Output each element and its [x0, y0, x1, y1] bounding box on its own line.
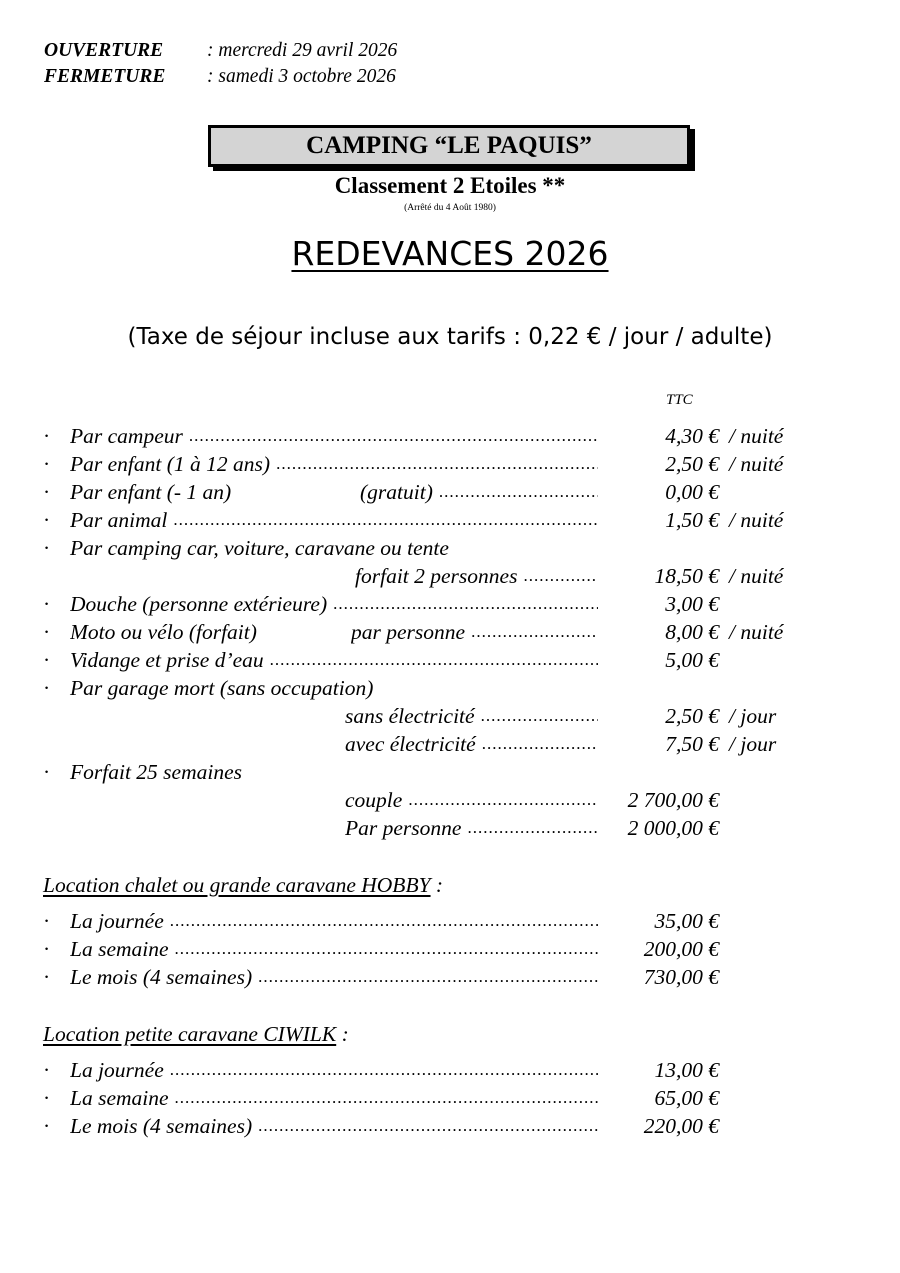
tariff-unit: / jour: [729, 732, 777, 756]
leader-dots: [189, 422, 598, 450]
tariff-unit: / nuité: [729, 564, 784, 588]
rental-amount: 200,00 €: [643, 937, 719, 961]
bullet: ·: [43, 1086, 51, 1110]
tariff-description: [70, 646, 598, 674]
leader-dots: [173, 506, 598, 534]
tariff-description: [345, 814, 598, 842]
rental-amount: 220,00 €: [643, 1114, 719, 1138]
ciwilk-row: [0, 1112, 900, 1140]
closing-date: : samedi 3 octobre 2026: [207, 66, 396, 87]
tariff-label: avec électricité: [345, 732, 476, 756]
leader-dots: [270, 646, 598, 674]
tariff-amount: 1,50 €: [665, 508, 719, 532]
bullet: ·: [43, 536, 51, 560]
leader-dots: [175, 935, 598, 963]
bullet: ·: [43, 965, 51, 989]
bullet: ·: [43, 648, 51, 672]
tariff-unit: / nuité: [729, 508, 784, 532]
tariff-amount: 3,00 €: [665, 592, 719, 616]
tariff-label: Forfait 25 semaines: [70, 760, 242, 784]
bullet: ·: [43, 1058, 51, 1082]
rental-description: [70, 963, 598, 991]
opening-row: [44, 38, 397, 64]
bullet: ·: [43, 620, 51, 644]
tariff-description: [355, 562, 598, 590]
leader-dots: [467, 814, 598, 842]
ciwilk-row: [0, 1056, 900, 1084]
leader-dots: [276, 450, 598, 478]
tourist-tax-note: (Taxe de séjour incluse aux tarifs : 0,22 € / jour / adulte): [127, 324, 773, 350]
tariff-label: Douche (personne extérieure): [70, 592, 328, 616]
leader-dots: [523, 562, 598, 590]
tariff-label: Par enfant (1 à 12 ans): [70, 452, 271, 476]
tariff-label: forfait 2 personnes: [355, 564, 518, 588]
leader-dots: [333, 590, 598, 618]
camping-name: CAMPING “LE PAQUIS”: [306, 132, 592, 159]
tariff-row: [0, 450, 900, 478]
rental-label: La semaine: [70, 1086, 169, 1110]
opening-date: : mercredi 29 avril 2026: [207, 40, 398, 61]
ciwilk-title: Location petite caravane CIWILK: [43, 1022, 337, 1046]
tariff-description: [345, 786, 598, 814]
leader-dots: [482, 730, 598, 758]
rental-label: Le mois (4 semaines): [70, 1114, 253, 1138]
bullet: ·: [43, 1114, 51, 1138]
ciwilk-row: [0, 1084, 900, 1112]
rental-label: Le mois (4 semaines): [70, 965, 253, 989]
bullet: ·: [43, 452, 51, 476]
tariff-description: [345, 730, 598, 758]
tariff-row: [0, 814, 900, 842]
tariff-amount: 18,50 €: [654, 564, 719, 588]
leader-dots: [258, 1112, 598, 1140]
ciwilk-section-title: [43, 1020, 349, 1048]
hobby-section-title: [43, 871, 443, 899]
bullet: ·: [43, 937, 51, 961]
tariff-row: [0, 478, 900, 506]
bullet: ·: [43, 480, 51, 504]
hobby-title-colon: :: [430, 873, 444, 897]
closing-row: [44, 64, 397, 90]
rental-description: [70, 935, 598, 963]
leader-dots: [175, 1084, 598, 1112]
tariff-amount: 0,00 €: [665, 480, 719, 504]
tariff-row: [0, 786, 900, 814]
tariff-row: [0, 590, 900, 618]
tariff-row: [0, 730, 900, 758]
leader-dots: [170, 1056, 598, 1084]
tariff-description: [70, 590, 598, 618]
tariff-amount: 2,50 €: [665, 704, 719, 728]
tariff-description: [70, 422, 598, 450]
tariff-label: Par campeur: [70, 424, 183, 448]
rental-label: La semaine: [70, 937, 169, 961]
rental-description: [70, 907, 598, 935]
tariff-row: [0, 422, 900, 450]
tariff-label: Par enfant (- 1 an): [70, 480, 232, 504]
hobby-row: [0, 935, 900, 963]
tariff-label: Par personne: [345, 816, 462, 840]
page-title-text: REDEVANCES 2026: [291, 234, 609, 273]
tariff-amount: 2 700,00 €: [627, 788, 719, 812]
tariff-amount: 5,00 €: [665, 648, 719, 672]
hobby-row: [0, 907, 900, 935]
camping-name-box: [208, 125, 690, 167]
opening-label: OUVERTURE: [44, 40, 164, 61]
leader-dots: [408, 786, 598, 814]
bullet: ·: [43, 909, 51, 933]
tariff-description: [345, 702, 598, 730]
leader-dots: [471, 618, 598, 646]
rental-label: La journée: [70, 1058, 164, 1082]
rental-description: [70, 1056, 598, 1084]
bullet: ·: [43, 508, 51, 532]
tariff-label: Par camping car, voiture, caravane ou tente: [70, 536, 449, 560]
tariff-label: Vidange et prise d’eau: [70, 648, 264, 672]
rental-amount: 35,00 €: [654, 909, 719, 933]
tariff-amount: 2 000,00 €: [627, 816, 719, 840]
tariff-row: [0, 646, 900, 674]
tariff-unit: / nuité: [729, 424, 784, 448]
tariff-row: [0, 562, 900, 590]
tariff-group-heading: [0, 758, 900, 786]
tariff-amount: 8,00 €: [665, 620, 719, 644]
tariff-label: Par garage mort (sans occupation): [70, 676, 374, 700]
rental-description: [70, 1112, 598, 1140]
hobby-row: [0, 963, 900, 991]
tariff-description: [360, 478, 598, 506]
closing-label: FERMETURE: [44, 66, 166, 87]
leader-dots: [258, 963, 598, 991]
tariff-unit: / jour: [729, 704, 777, 728]
leader-dots: [439, 478, 598, 506]
tariff-amount: 2,50 €: [665, 452, 719, 476]
tariff-group-heading: [0, 674, 900, 702]
rental-amount: 13,00 €: [654, 1058, 719, 1082]
bullet: ·: [43, 592, 51, 616]
opening-dates: [44, 38, 397, 90]
ciwilk-title-colon: :: [336, 1022, 349, 1046]
tariff-group-heading: [0, 534, 900, 562]
rental-amount: 65,00 €: [654, 1086, 719, 1110]
leader-dots: [481, 702, 598, 730]
tariff-unit: / nuité: [729, 452, 784, 476]
tariff-description: [70, 450, 598, 478]
rental-label: La journée: [70, 909, 164, 933]
tariff-label: sans électricité: [345, 704, 475, 728]
rental-amount: 730,00 €: [643, 965, 719, 989]
tariff-unit: / nuité: [729, 620, 784, 644]
page-title: [0, 234, 900, 273]
tariff-label: couple: [345, 788, 403, 812]
tariff-row: [0, 702, 900, 730]
tariff-description: [351, 618, 598, 646]
tariff-note: par personne: [351, 620, 466, 644]
rental-description: [70, 1084, 598, 1112]
tariff-note: (gratuit): [360, 480, 433, 504]
star-rating: Classement 2 Etoiles **: [334, 173, 566, 198]
leader-dots: [170, 907, 598, 935]
bullet: ·: [43, 676, 51, 700]
ttc-column-header: TTC: [666, 392, 693, 408]
bullet: ·: [43, 424, 51, 448]
tariff-amount: 4,30 €: [665, 424, 719, 448]
tariff-label: Par animal: [70, 508, 168, 532]
hobby-title: Location chalet ou grande caravane HOBBY: [43, 873, 431, 897]
decree-note: (Arrêté du 4 Août 1980): [404, 203, 496, 213]
tariff-description: [70, 506, 598, 534]
bullet: ·: [43, 760, 51, 784]
tariff-label: Moto ou vélo (forfait): [70, 620, 257, 644]
tariff-row: [0, 618, 900, 646]
tariff-row: [0, 506, 900, 534]
tariff-amount: 7,50 €: [665, 732, 719, 756]
